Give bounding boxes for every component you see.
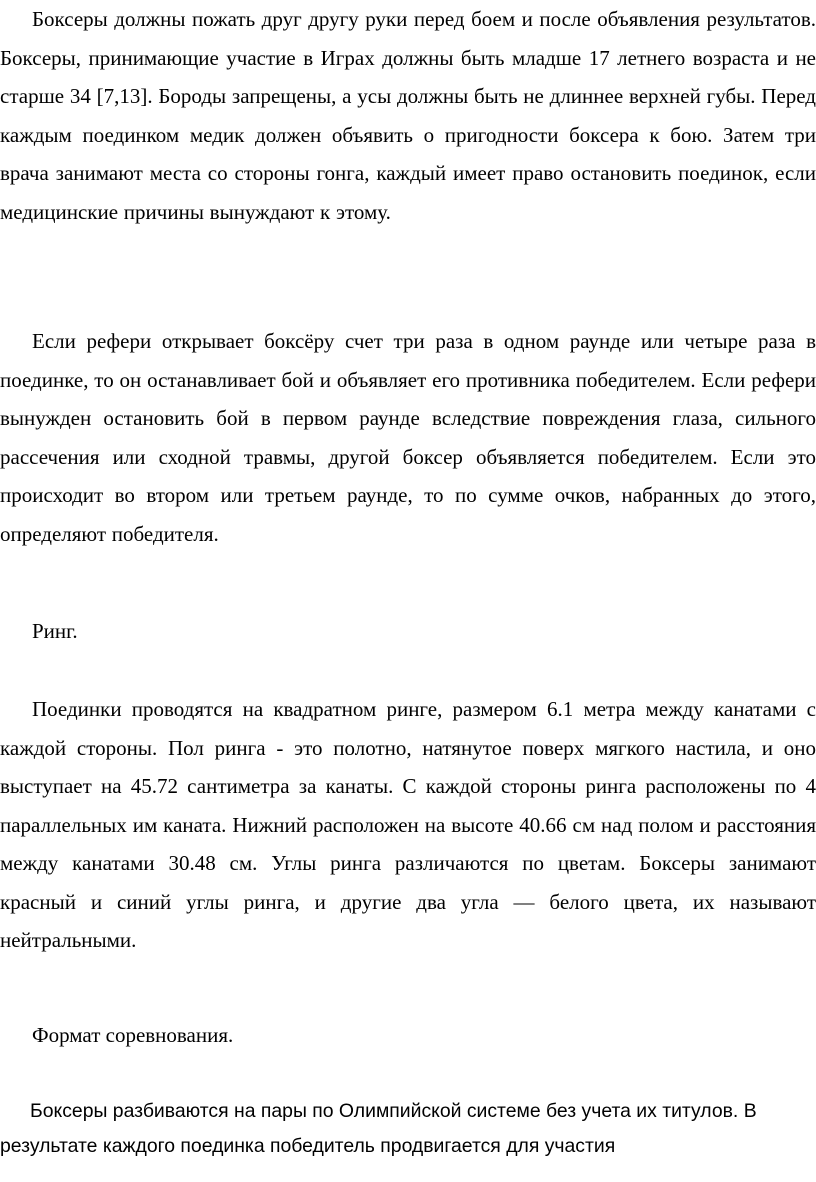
paragraph-referee-count: Если рефери открывает боксёру счет три раза в одном раунде или четыре раза в поединке, то он останавливает бой и объявляет его противника победителем. Если рефери вынужден остановить бой в первом раунде вследствие повреждения глаза, сильного рассечения или сходной травмы, другой боксер объявляется победителем. Если это происходит во втором или третьем раунде, то по сумме очков, набранных до этого, определяют победителя. — [0, 329, 816, 546]
heading-ring: Ринг. — [32, 619, 78, 643]
paragraph-ring-description: Поединки проводятся на квадратном ринге, размером 6.1 метра между канатами с каждой стороны. Пол ринга - это полотно, натянутое поверх мягкого настила, и оно выступает на 45.72 сантиметра за канаты. С каждой стороны ринга расположены по 4 параллельных им каната. Нижний расположен на высоте 40.66 см над полом и расстояния между канатами 30.48 см. Углы ринга различаются по цветам. Боксеры занимают красный и синий углы ринга, и другие два угла — белого цвета, их называют нейтральными. — [0, 697, 816, 952]
heading-competition-format: Формат соревнования. — [32, 1023, 234, 1047]
paragraph-boxer-rules: Боксеры должны пожать друг другу руки перед боем и после объявления результатов. Боксеры, принимающие участие в Играх должны быть младше 17 летнего возраста и не старше 34 [7,13]. Бороды запрещены, а усы должны быть не длиннее верхней губы. Перед каждым поединком медик должен объявить о пригодности боксера к бою. Затем три врача занимают места со стороны гонга, каждый имеет право остановить поединок, если медицинские причины вынуждают к этому. — [0, 7, 816, 224]
paragraph-competition-format: Боксеры разбиваются на пары по Олимпийской системе без учета их титулов. В результате каждого поединка победитель продвигается для участия — [0, 1100, 757, 1157]
